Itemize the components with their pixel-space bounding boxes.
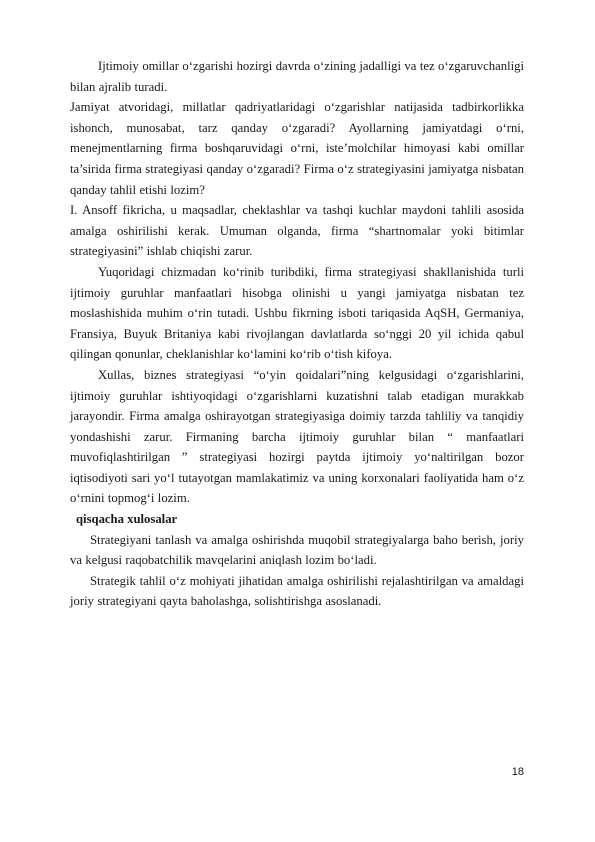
paragraph-society-questions: Jamiyat atvoridagi, millatlar qadriyatlaridagi o‘zgarishlar natijasida tadbirkorlikka ishonch, munosabat, tarz qanday o‘zgaradi? Ayollarning jamiyatdagi o‘rni, menejmentlarning firma boshqaruvidagi o‘rni, iste’molchilar himoyasi kabi omillar ta’sirida firma strategiyasi qanday o‘zgaradi? Firma o‘z strategiyasini jamiyatga nisbatan qanday tahlil etishi lozim? xyxy=(70,100,524,197)
paragraph-diagram-conclusion: Yuqoridagi chizmadan ko‘rinib turibdiki, firma strategiyasi shakllanishida turli ijtimoiy guruhlar manfaatlari hisobga olinishi u yangi jamiyatga nisbatan tez moslashishida muhim o‘rin tutadi. Ushbu fikrning isboti tariqasida AqSH, Germaniya, Fransiya, Buyuk Britaniya kabi rivojlangan davlatlarda so‘nggi 20 yil ichida qabul qilingan qonunlar, cheklanishlar ko‘lamini ko‘rib o‘tish kifoya. xyxy=(70,264,524,362)
document-page xyxy=(70,56,524,612)
paragraph-social-factors: Ijtimoiy omillar o‘zgarishi hozirgi davrda o‘zining jadalligi va tez o‘zgaruvchanligi bilan ajralib turadi. xyxy=(70,59,524,94)
paragraph-business-strategy: Xullas, biznes strategiyasi “o‘yin qoidalari”ning kelgusidagi o‘zgarishlarini, ijtimoiy guruhlar ishtiyoqidagi o‘zgarishlarni kuzatishni talab etadigan murakkab jarayondir. Firma amalga oshirayotgan strategiyasiga doimiy tarzda tahliliy va tanqidiy yondashishi zarur. Firmaning barcha ijtimoiy guruhlar bilan “ manfaatlari muvofiqlashtirilgan ” strategiyasi hozirgi paytda ijtimoiy yo‘naltirilgan bozor iqtisodiyoti sari yo‘l tutayotgan mamlakatimiz va uning korxonalari faoliyatida ham o‘z o‘rnini topmog‘i lozim. xyxy=(70,367,524,506)
page-number: 18 xyxy=(511,766,524,778)
paragraph-ansoff: I. Ansoff fikricha, u maqsadlar, cheklashlar va tashqi kuchlar maydoni tahlili asosida amalga oshirilishi kerak. Umuman olganda, firma “shartnomalar yoki bitimlar strategiyasini” ishlab chiqishi zarur. xyxy=(70,203,524,259)
summary-paragraph-analysis: Strategik tahlil o‘z mohiyati jihatidan amalga oshirilishi rejalashtirilgan va amaldagi joriy strategiyani qayta baholashga, solishtirishga asoslanadi. xyxy=(70,573,524,609)
summary-paragraph-choice: Strategiyani tanlash va amalga oshirishda muqobil strategiyalarga baho berish, joriy va kelgusi raqobatchilik mavqelarini aniqlash lozim bo‘ladi. xyxy=(70,532,524,568)
summary-heading: qisqacha xulosalar xyxy=(76,512,178,527)
